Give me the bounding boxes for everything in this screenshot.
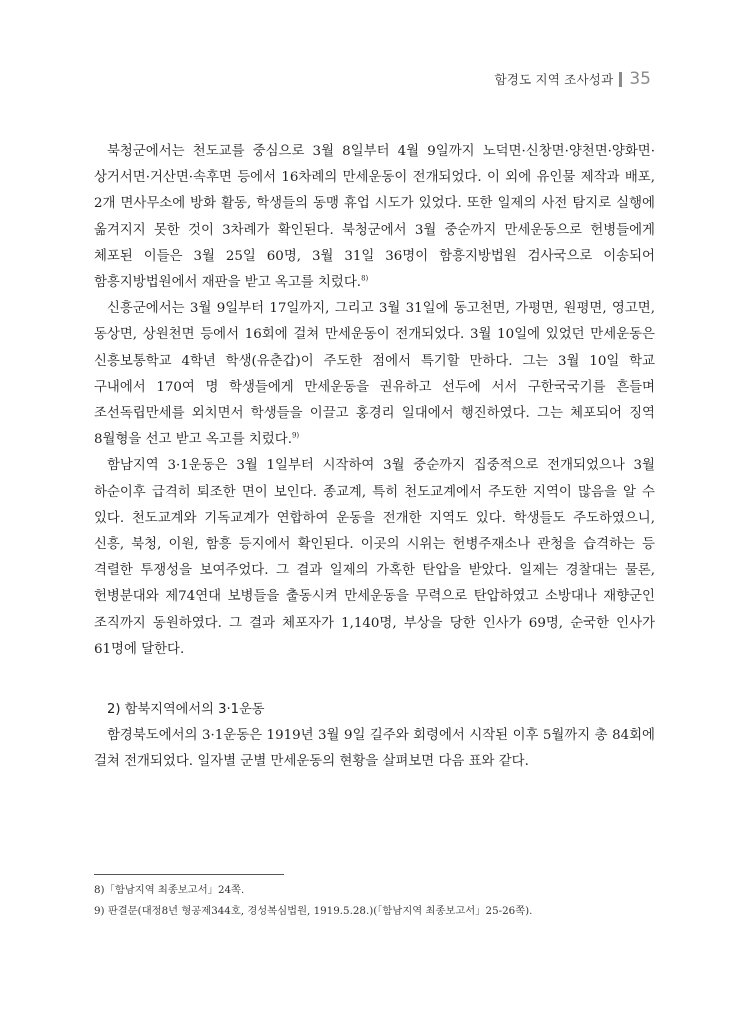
section-heading: 2) 함북지역에서의 3·1운동	[107, 702, 265, 718]
paragraph-text: 신흥군에서는 3월 9일부터 17일까지, 그리고 3월 31일에 동고천면, 가평면, 원평면, 영고면, 동상면, 상원천면 등에서 16회에 걸쳐 만세운동이 전개되었다. 3월 10일에 있었던 만세운동은 신흥보통학교 4학년 학생(유춘갑)이 주도한 점에서 특기할 만하다. 그는 3월 10일 학교 구내에서 170여 명 학생들에게 만세운동을 권유하고 선두에 서서 구한국국기를 흔들며 조선독립만세를 외치면서 학생들을 이끌고 홍경리 일대에서 행진하였다. 그는 체포되어 징역 8월형을 선고 받고 옥고를 치렀다.	[94, 301, 655, 448]
header-title: 함경도 지역 조사성과	[494, 72, 614, 87]
footnote-9: 9) 판결문(대정8년 형공제344호, 경성복심법원, 1919.5.28.)(「함남지역 최종보고서」25-26쪽).	[94, 905, 533, 917]
paragraph-bukcheong	[94, 139, 655, 296]
paragraph-hamnam-summary	[94, 453, 655, 663]
footnotes	[94, 880, 655, 922]
footnote-divider	[94, 874, 284, 875]
header-divider	[619, 72, 622, 87]
paragraph-hambuk-intro: 함경북도에서의 3·1운동은 1919년 3월 9일 길주와 회령에서 시작된 이후 5월까지 총 84회에 걸쳐 전개되었다. 일자별 군별 만세운동의 현황을 살펴보면 다음 표와 같다.	[94, 728, 655, 770]
running-header	[495, 69, 651, 89]
footnote-ref-8[interactable]: 8)	[361, 274, 369, 283]
footnote-8: 8)「함남지역 최종보고서」24쪽.	[94, 884, 245, 896]
page-number: 35	[629, 69, 651, 89]
paragraph-sinheung	[94, 296, 655, 453]
paragraph-text: 북청군에서는 천도교를 중심으로 3월 8일부터 4월 9일까지 노덕면·신창면·양천면·양화면·상거서면·거산면·속후면 등에서 16차례의 만세운동이 전개되었다. 이 외에 유인물 제작과 배포, 2개 면사무소에 방화 활동, 학생들의 동맹 휴업 시도가 있었다. 또한 일제의 사전 탐지로 실행에 옮겨지지 못한 것이 3차례가 확인된다. 북청군에서 3월 중순까지 만세운동으로 헌병들에게 체포된 이들은 3월 25일 60명, 3월 31일 36명이 함흥지방법원 검사국으로 이송되어 함흥지방법원에서 재판을 받고 옥고를 치렀다.	[94, 144, 655, 291]
body-text	[94, 139, 655, 775]
paragraph-text: 함남지역 3·1운동은 3월 1일부터 시작하여 3월 중순까지 집중적으로 전개되었으나 3월 하순이후 급격히 퇴조한 면이 보인다. 종교계, 특히 천도교계에서 주도한 지역이 많음을 알 수 있다. 천도교계와 기독교계가 연합하여 운동을 전개한 지역도 있다. 학생들도 주도하였으니, 신흥, 북청, 이원, 함흥 등지에서 확인된다. 이곳의 시위는 헌병주재소나 관청을 습격하는 등 격렬한 투쟁성을 보여주었다. 그 결과 일제의 가혹한 탄압을 받았다. 일제는 경찰대는 물론, 헌병분대와 제74연대 보병들을 출동시켜 만세운동을 무력으로 탄압하였고 소방대나 재향군인 조직까지 동원하였다. 그 결과 체포자가 1,140명, 부상을 당한 인사가 69명, 순국한 인사가 61명에 달한다.	[94, 458, 655, 657]
footnote-ref-9[interactable]: 9)	[291, 431, 300, 440]
